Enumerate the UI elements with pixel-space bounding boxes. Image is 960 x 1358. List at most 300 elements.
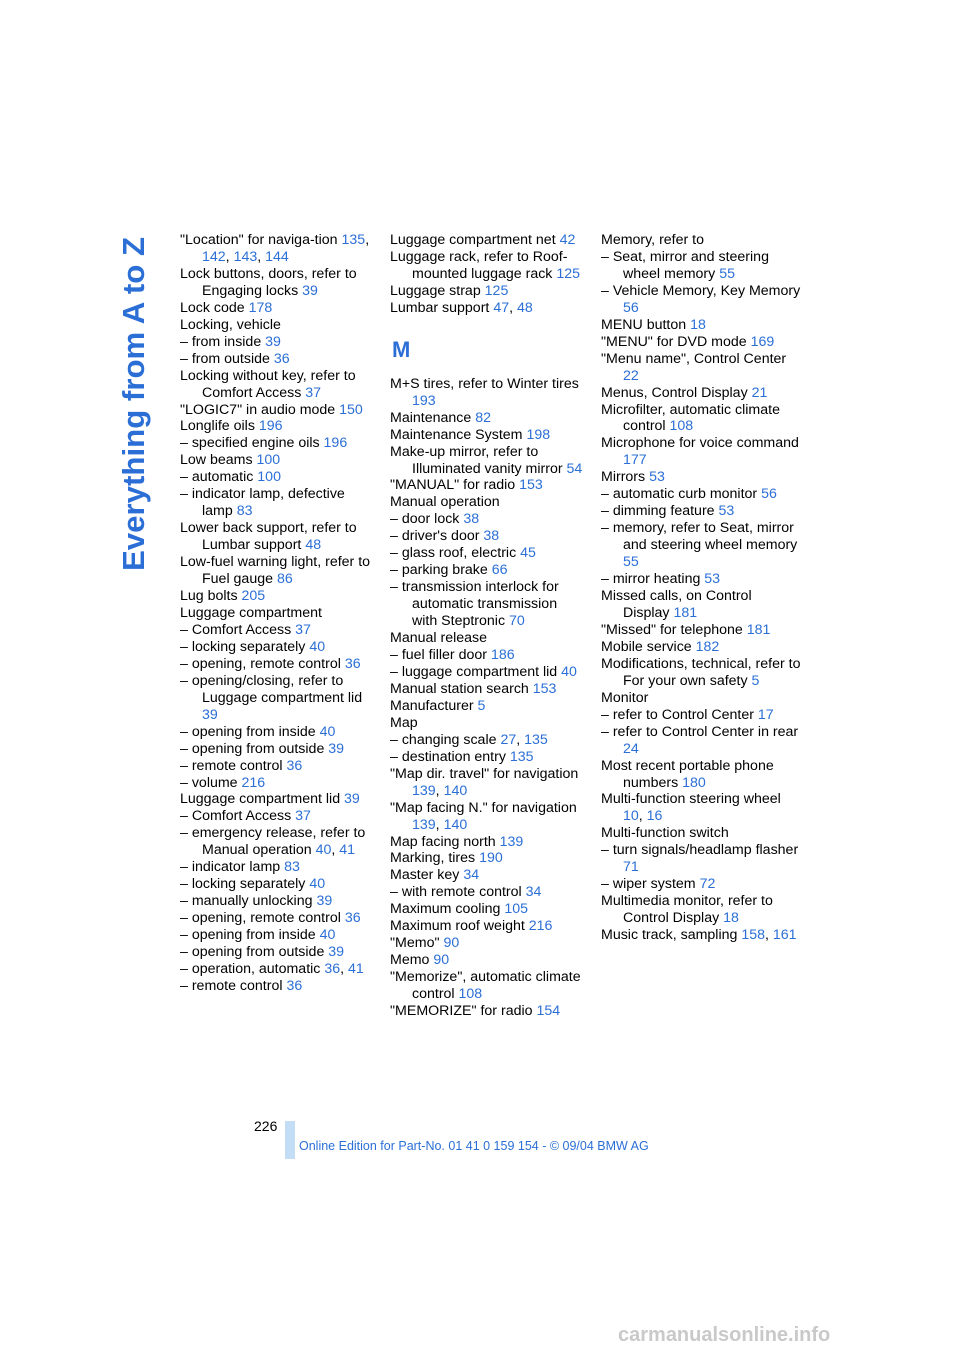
index-entry: [180, 859, 376, 876]
page-ref-link[interactable]: 41: [339, 842, 356, 859]
entry-term: – remote control: [180, 977, 287, 994]
index-entry: "Location" for naviga-tion 135, 142, 143, 144: [180, 232, 370, 265]
index-entry: [390, 410, 586, 427]
page-ref-link[interactable]: 48: [305, 537, 322, 554]
page-ref-link[interactable]: 34: [463, 867, 480, 884]
entry-term: Manual operation: [390, 494, 500, 511]
index-entry: [390, 749, 586, 766]
entry-term: – refer to Control Center: [601, 706, 758, 723]
page-ref-link[interactable]: 72: [699, 876, 716, 893]
index-column-3: [601, 232, 801, 944]
index-entry: [390, 477, 586, 494]
entry-term: – glass roof, electric: [390, 545, 521, 562]
page-number: 226: [254, 1118, 278, 1134]
entry-term: – manually unlocking: [180, 893, 317, 910]
page-ref-link[interactable]: 40: [309, 876, 326, 893]
entry-term: Lower back support, refer to Lumbar support: [180, 520, 357, 554]
entry-term: – opening from inside: [180, 927, 320, 944]
entry-term: "Missed" for telephone: [601, 621, 747, 638]
index-entry: [390, 427, 586, 444]
entry-term: – Comfort Access: [180, 808, 296, 825]
index-entry: Multi-function steering wheel 10, 16: [601, 791, 781, 825]
entry-term: "MENU" for DVD mode: [601, 333, 751, 350]
side-title: [106, 233, 154, 573]
index-entry: [601, 724, 801, 758]
page-ref-link[interactable]: 38: [483, 528, 500, 545]
entry-term: – with remote control: [390, 884, 526, 901]
page-ref-link[interactable]: 42: [559, 232, 576, 248]
page-ref-link[interactable]: 180: [682, 774, 706, 791]
page-ref-link[interactable]: 125: [484, 282, 509, 299]
index-entry: [601, 825, 801, 842]
page-ref-link[interactable]: 39: [265, 333, 281, 350]
index-entry: [601, 588, 801, 622]
index-entry: [180, 639, 376, 656]
index-column-2: [390, 232, 586, 1020]
page-ref-link[interactable]: 5: [751, 672, 760, 689]
entry-term: Low-fuel warning light, refer to Fuel gauge: [180, 554, 371, 588]
page-ref-link[interactable]: 55: [623, 554, 639, 571]
entry-term: – from outside: [180, 350, 274, 367]
entry-term: Multi-function switch: [601, 825, 729, 842]
index-entry: – changing scale 27, 135: [390, 731, 548, 748]
page-ref-link[interactable]: 142: [202, 248, 226, 265]
index-entry: [180, 741, 376, 758]
page-ref-link[interactable]: 36: [286, 757, 303, 774]
page-ref-link[interactable]: 90: [433, 952, 450, 969]
index-entry: [390, 664, 586, 681]
page-ref-link[interactable]: 216: [528, 918, 553, 935]
index-entry: [601, 876, 801, 893]
entry-term: Memo: [390, 952, 434, 969]
entry-term: – emergency release, refer to Manual operation: [180, 825, 366, 859]
page-ref-link[interactable]: 178: [248, 299, 273, 316]
footer-edition-text: Online Edition for Part-No. 01 41 0 159 154 - © 09/04 BMW AG: [299, 1139, 649, 1153]
page-ref-link[interactable]: 140: [443, 782, 468, 799]
entry-term: – memory, refer to Seat, mirror and steering wheel memory: [601, 520, 798, 554]
index-entry: [601, 707, 801, 724]
index-entry: [180, 758, 376, 775]
page-ref-link[interactable]: 83: [236, 503, 253, 520]
page-ref-link[interactable]: 39: [202, 706, 218, 723]
page-ref-link[interactable]: 40: [315, 842, 332, 859]
entry-term: Lug bolts: [180, 588, 242, 605]
entry-term: Locking without key, refer to Comfort Access: [180, 367, 356, 401]
page-ref-link[interactable]: 161: [772, 927, 797, 944]
entry-term: Lock code: [180, 299, 249, 316]
page-ref-link[interactable]: 86: [276, 571, 293, 588]
page-ref-link[interactable]: 53: [704, 571, 721, 588]
page-ref-link[interactable]: 45: [520, 545, 536, 562]
entry-term: "Menu name", Control Center: [601, 350, 787, 367]
entry-term: "Map dir. travel" for navigation: [390, 765, 579, 782]
page-ref-link[interactable]: 39: [344, 791, 360, 808]
index-entry: [390, 232, 586, 249]
index-entry: "Map dir. travel" for navigation 139, 140: [390, 765, 579, 799]
index-entry: [601, 571, 801, 588]
page-ref-link[interactable]: 56: [623, 299, 639, 316]
entry-term: Map facing north: [390, 833, 500, 850]
index-entry: [601, 486, 801, 503]
index-entry: [601, 283, 801, 317]
index-entry: [601, 435, 801, 469]
page-ref-link[interactable]: 34: [525, 884, 542, 901]
entry-term: – opening from outside: [180, 740, 329, 757]
entry-term: – operation, automatic: [180, 960, 325, 977]
index-entry: [390, 647, 586, 664]
index-entry: [180, 486, 376, 520]
index-entry: [390, 715, 586, 732]
page-ref-link[interactable]: 135: [509, 748, 534, 765]
page-ref-link[interactable]: 144: [265, 248, 289, 265]
page-ref-link[interactable]: 70: [509, 613, 525, 630]
entry-term: Modifications, technical, refer to For your own safety: [601, 655, 801, 689]
entry-term: – parking brake: [390, 562, 492, 579]
entry-term: – mirror heating: [601, 571, 705, 588]
page-ref-link[interactable]: 37: [295, 808, 311, 825]
page-ref-link[interactable]: 40: [561, 663, 577, 680]
entry-term: MENU button: [601, 316, 691, 333]
index-entry: [180, 724, 376, 741]
index-entry: [180, 334, 376, 351]
entry-term: – transmission interlock for automatic transmission with Steptronic: [390, 579, 559, 630]
entry-term: – from inside: [180, 333, 266, 350]
index-entry: [180, 452, 376, 469]
entry-term: "Map facing N." for navigation: [390, 799, 577, 816]
index-entry: [601, 232, 801, 249]
page-ref-link[interactable]: 24: [623, 740, 639, 757]
index-entry: Music track, sampling 158, 161: [601, 927, 797, 944]
page-ref-link[interactable]: 90: [443, 935, 460, 952]
index-entry: [390, 562, 586, 579]
index-entry: [390, 935, 586, 952]
entry-term: Master key: [390, 867, 464, 884]
entry-term: Memory, refer to: [601, 232, 705, 248]
page-ref-link[interactable]: 71: [623, 859, 639, 876]
entry-term: – luggage compartment lid: [390, 663, 562, 680]
index-entry: [601, 249, 801, 283]
entry-term: Luggage compartment net: [390, 232, 560, 248]
index-entry: [180, 469, 376, 486]
entry-term: Map: [390, 714, 418, 731]
entry-term: Music track, sampling: [601, 927, 742, 944]
entry-term: Microphone for voice command: [601, 435, 799, 452]
page-ref-link[interactable]: 18: [723, 910, 739, 927]
page-ref-link[interactable]: 198: [526, 426, 551, 443]
entry-term: – changing scale: [390, 731, 501, 748]
index-entry: [390, 969, 586, 1003]
index-entry: [390, 283, 586, 300]
page-ref-link[interactable]: 108: [669, 418, 694, 435]
page-ref-link[interactable]: 82: [475, 409, 491, 426]
index-entry: [390, 376, 586, 410]
footer-accent-bar: [285, 1121, 295, 1159]
entry-term: – destination entry: [390, 748, 510, 765]
index-entry: [180, 927, 376, 944]
entry-term: Luggage compartment lid: [180, 791, 345, 808]
page-ref-link[interactable]: 100: [256, 452, 281, 469]
index-entry: – operation, automatic 36, 41: [180, 960, 364, 977]
entry-term: Maximum cooling: [390, 901, 505, 918]
page-ref-link[interactable]: 21: [751, 384, 768, 401]
page-ref-link[interactable]: 143: [233, 248, 258, 265]
index-entry: [390, 834, 586, 851]
page-ref-link[interactable]: 108: [458, 986, 483, 1003]
page-ref-link[interactable]: 140: [443, 816, 468, 833]
page-ref-link[interactable]: 36: [344, 910, 361, 927]
page-ref-link[interactable]: 190: [479, 850, 503, 867]
index-entry: [180, 622, 376, 639]
page-ref-link[interactable]: 139: [412, 816, 436, 833]
page-ref-link[interactable]: 135: [341, 232, 366, 248]
page-ref-link[interactable]: 169: [750, 333, 775, 350]
entry-term: Locking, vehicle: [180, 316, 281, 333]
index-entry: [601, 334, 801, 351]
entry-term: Lock buttons, doors, refer to Engaging locks: [180, 265, 357, 299]
entry-term: Maintenance System: [390, 426, 527, 443]
page-ref-link[interactable]: 182: [695, 638, 720, 655]
page-ref-link[interactable]: 154: [536, 1003, 561, 1020]
index-entry: [390, 249, 586, 283]
page-ref-link[interactable]: 39: [328, 740, 345, 757]
page-ref-link[interactable]: 40: [319, 723, 336, 740]
page-ref-link[interactable]: 181: [746, 621, 771, 638]
page-ref-link[interactable]: 40: [309, 638, 326, 655]
entry-term: "Location" for naviga-tion: [180, 232, 342, 248]
index-entry: [180, 351, 376, 368]
entry-term: – remote control: [180, 757, 287, 774]
entry-term: Microfilter, automatic climate control: [601, 401, 780, 435]
entry-term: Marking, tires: [390, 850, 480, 867]
page-ref-link[interactable]: 55: [719, 265, 735, 282]
index-entry: [601, 351, 801, 385]
index-entry: [180, 876, 376, 893]
entry-term: Monitor: [601, 689, 649, 706]
entry-term: – opening/closing, refer to Luggage compartment lid: [180, 672, 363, 706]
index-entry: [601, 402, 801, 436]
page-ref-link[interactable]: 47: [493, 299, 510, 316]
entry-term: – opening, remote control: [180, 910, 345, 927]
page-ref-link[interactable]: 53: [649, 469, 665, 486]
page-ref-link[interactable]: 56: [761, 486, 777, 503]
entry-term: "Memorize", automatic climate control: [390, 969, 581, 1003]
entry-term: Luggage compartment: [180, 604, 322, 621]
entry-term: Maximum roof weight: [390, 918, 529, 935]
index-entry: [180, 520, 376, 554]
page-ref-link[interactable]: 205: [241, 588, 266, 605]
page-ref-link[interactable]: 135: [524, 731, 548, 748]
index-entry: [180, 402, 376, 419]
index-entry: [390, 630, 586, 647]
entry-term: – locking separately: [180, 638, 310, 655]
page-ref-link[interactable]: 54: [566, 460, 583, 477]
page-ref-link[interactable]: 83: [284, 859, 300, 876]
page-ref-link[interactable]: 38: [463, 511, 480, 528]
page-ref-link[interactable]: 39: [328, 944, 345, 961]
index-entry: [601, 520, 801, 571]
index-entry: [390, 681, 586, 698]
entry-term: – indicator lamp, defective lamp: [180, 486, 345, 520]
entry-term: – turn signals/headlamp flasher: [601, 842, 799, 859]
index-entry: [180, 673, 376, 724]
index-entry: [390, 901, 586, 918]
page-ref-link[interactable]: 17: [757, 706, 774, 723]
index-entry: [390, 1003, 586, 1020]
entry-term: – volume: [180, 774, 242, 791]
index-entry: [180, 266, 376, 300]
page-ref-link[interactable]: 37: [295, 621, 311, 638]
index-entry: [601, 503, 801, 520]
page-ref-link[interactable]: 36: [286, 977, 303, 994]
index-entry: [601, 639, 801, 656]
index-entry: [390, 528, 586, 545]
entry-term: "MEMORIZE" for radio: [390, 1003, 537, 1020]
index-entry: [390, 444, 586, 478]
index-entry: [390, 867, 586, 884]
index-entry: [180, 435, 376, 452]
entry-term: – Vehicle Memory, Key Memory: [601, 282, 801, 299]
page-ref-link[interactable]: 153: [519, 477, 543, 494]
page-ref-link[interactable]: 139: [499, 833, 524, 850]
entry-term: Mirrors: [601, 469, 650, 486]
page-ref-link[interactable]: 41: [348, 960, 364, 977]
entry-term: Multi-function steering wheel: [601, 791, 781, 808]
page-ref-link[interactable]: 27: [500, 731, 517, 748]
entry-term: "Memo": [390, 935, 444, 952]
page-ref-link[interactable]: 53: [718, 503, 735, 520]
page-ref-link[interactable]: 5: [477, 697, 486, 714]
index-column-1: [180, 232, 376, 995]
index-entry: [180, 588, 376, 605]
index-entry: [180, 791, 376, 808]
index-entry: [180, 300, 376, 317]
index-entry: [390, 545, 586, 562]
section-letter-m: M: [392, 336, 411, 362]
index-entry: [390, 850, 586, 867]
index-entry: [180, 317, 376, 334]
index-entry: "Map facing N." for navigation 139, 140: [390, 799, 577, 833]
page-ref-link[interactable]: 16: [646, 808, 663, 825]
page-ref-link[interactable]: 40: [319, 927, 336, 944]
page-ref-link[interactable]: 39: [302, 282, 318, 299]
entry-term: Multimedia monitor, refer to Control Display: [601, 893, 773, 927]
index-entry: [601, 656, 801, 690]
index-entry: [180, 656, 376, 673]
page-ref-link[interactable]: 105: [504, 901, 528, 918]
page-ref-link[interactable]: 36: [344, 655, 361, 672]
entry-term: Low beams: [180, 452, 257, 469]
entry-term: – Seat, mirror and steering wheel memory: [601, 248, 769, 282]
page-ref-link[interactable]: 150: [339, 401, 363, 418]
index-entry: [180, 978, 376, 995]
entry-term: – automatic curb monitor: [601, 486, 762, 503]
index-entry: [390, 884, 586, 901]
entry-term: – wiper system: [601, 876, 700, 893]
index-entry: [390, 698, 586, 715]
index-entry: [180, 775, 376, 792]
page-ref-link[interactable]: 186: [490, 647, 515, 664]
index-entry: [180, 910, 376, 927]
index-entry: [180, 944, 376, 961]
index-entry: [390, 494, 586, 511]
entry-term: Make-up mirror, refer to Illuminated vanity mirror: [390, 443, 567, 477]
index-entry: [390, 511, 586, 528]
entry-term: Manual station search: [390, 680, 533, 697]
page-ref-link[interactable]: 100: [257, 469, 281, 486]
entry-term: – dimming feature: [601, 503, 719, 520]
entry-term: – fuel filler door: [390, 647, 491, 664]
index-entry: [180, 893, 376, 910]
page-ref-link[interactable]: 48: [516, 299, 533, 316]
index-entry: [601, 622, 801, 639]
page-ref-link[interactable]: 22: [623, 367, 639, 384]
entry-term: Manual release: [390, 630, 488, 647]
page-ref-link[interactable]: 153: [532, 680, 557, 697]
page-ref-link[interactable]: 10: [623, 808, 639, 825]
index-entry: [601, 469, 801, 486]
page-ref-link[interactable]: 177: [623, 452, 647, 469]
entry-term: – locking separately: [180, 876, 310, 893]
watermark-text: carmanualsonline.info: [618, 1324, 831, 1346]
index-entry: [180, 418, 376, 435]
entry-term: Maintenance: [390, 409, 476, 426]
page-ref-link[interactable]: 193: [412, 392, 436, 409]
entry-term: – refer to Control Center in rear: [601, 723, 799, 740]
page-ref-link[interactable]: 158: [741, 927, 766, 944]
page-ref-link[interactable]: 216: [241, 774, 266, 791]
entry-term: "LOGIC7" in audio mode: [180, 401, 340, 418]
entry-term: – door lock: [390, 511, 464, 528]
index-entry: [601, 893, 801, 927]
index-entry: [601, 842, 801, 876]
page-ref-link[interactable]: 125: [556, 265, 581, 282]
index-entry: [180, 554, 376, 588]
entry-term: Luggage rack, refer to Roof-mounted luggage rack: [390, 248, 568, 282]
index-entry: [180, 808, 376, 825]
index-entry: [180, 605, 376, 622]
page-ref-link[interactable]: 196: [258, 418, 283, 435]
page-ref-link[interactable]: 66: [491, 562, 508, 579]
page-ref-link[interactable]: 18: [690, 316, 706, 333]
index-entry: [390, 918, 586, 935]
page-ref-link[interactable]: 37: [305, 384, 322, 401]
index-entry: [601, 317, 801, 334]
index-entry: [390, 579, 586, 630]
entry-term: M+S tires, refer to Winter tires: [390, 375, 579, 392]
entry-term: – opening, remote control: [180, 655, 345, 672]
entry-term: Lumbar support: [390, 299, 494, 316]
entry-term: Mobile service: [601, 638, 696, 655]
index-entry: – emergency release, refer to Manual operation 40, 41: [180, 825, 366, 859]
index-entry: [601, 385, 801, 402]
index-entry: [390, 952, 586, 969]
entry-term: "MANUAL" for radio: [390, 477, 520, 494]
side-title-text: Everything from A to Z: [116, 239, 151, 571]
index-entry: [601, 690, 801, 707]
page-ref-link[interactable]: 139: [412, 782, 436, 799]
page-ref-link[interactable]: 36: [273, 350, 290, 367]
entry-term: Missed calls, on Control Display: [601, 588, 752, 621]
entry-term: – opening from outside: [180, 944, 329, 961]
index-entry: [180, 368, 376, 402]
page-ref-link[interactable]: 196: [323, 435, 348, 452]
entry-term: – Comfort Access: [180, 621, 296, 638]
page-ref-link[interactable]: 39: [316, 893, 333, 910]
entry-term: – specified engine oils: [180, 435, 324, 452]
page-ref-link[interactable]: 36: [324, 960, 341, 977]
index-entry: Lumbar support 47, 48: [390, 299, 533, 316]
page-ref-link[interactable]: 181: [673, 604, 698, 621]
